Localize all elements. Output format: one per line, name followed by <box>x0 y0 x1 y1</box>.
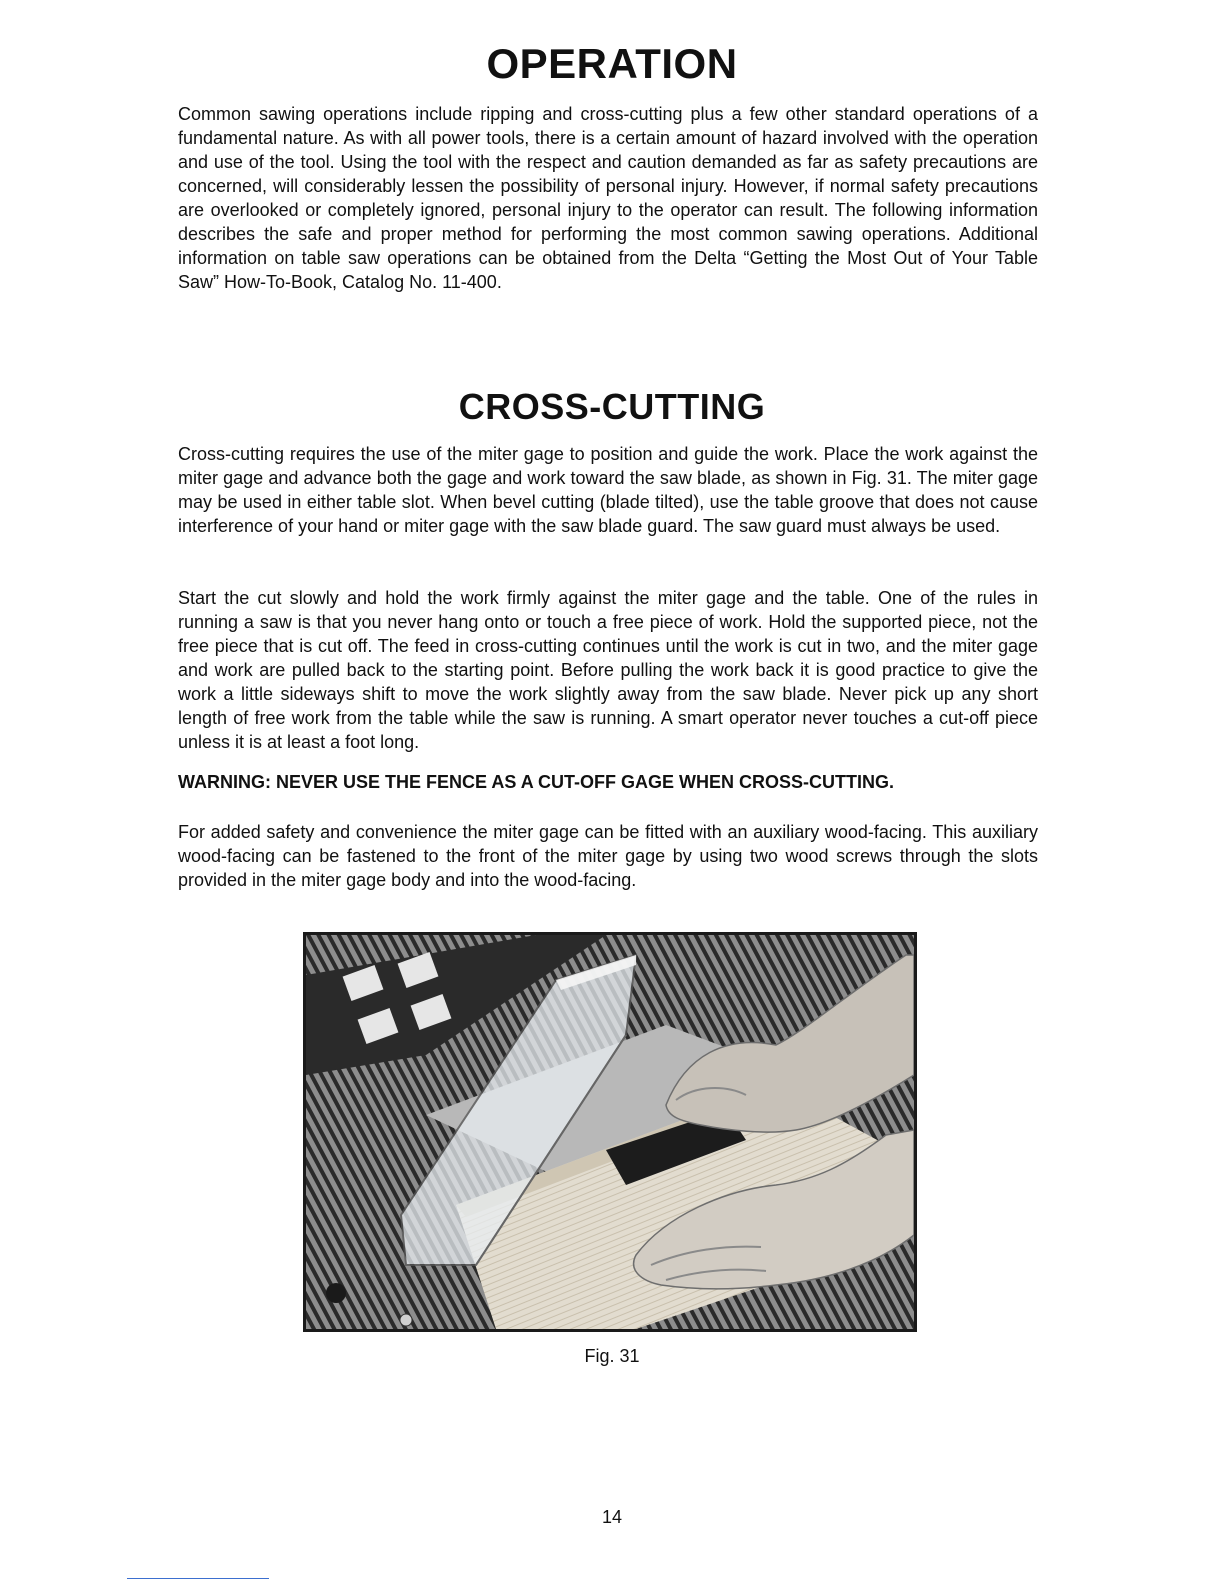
cross-cutting-paragraph-1: Cross-cutting requires the use of the miter gage to position and guide the work. Place the work against the miter gage and advance both the gage and work toward the saw blade, as shown in Fig. 31. The miter gage may be used in either table slot. When bevel cutting (blade tilted), use the table groove that does not cause interference of your hand or miter gage with the saw blade guard. The saw guard must always be used. <box>178 444 1038 536</box>
page-number: 14 <box>601 1507 623 1527</box>
cross-cutting-paragraph-2: Start the cut slowly and hold the work firmly against the miter gage and the table. One of the rules in running a saw is that you never hang onto or touch a free piece of work. Hold the supported piece, not the free piece that is cut off. The feed in cross-cutting continues until the work is cut in two, and the miter gage and work are pulled back to the starting point. Before pulling the work back it is good practice to give the work a little sideways shift to move the work slightly away from the saw blade. Never pick up any short length of free work from the table while the saw is running. A smart operator never touches a cut-off piece unless it is at least a foot long. <box>178 588 1038 752</box>
cross-cutting-warning: WARNING: NEVER USE THE FENCE AS A CUT-OFF GAGE WHEN CROSS-CUTTING. <box>178 772 895 792</box>
figure-31-photo <box>303 932 917 1332</box>
cross-cutting-heading: CROSS-CUTTING <box>458 386 766 427</box>
operation-heading: OPERATION <box>486 40 738 87</box>
operation-paragraph: Common sawing operations include ripping and cross-cutting plus a few other standard operations of a fundamental nature. As with all power tools, there is a certain amount of hazard involved with the operation and use of the tool. Using the tool with the respect and caution demanded as far as safety precautions are concerned, will considerably lessen the possibility of personal injury. However, if normal safety precautions are overlooked or completely ignored, personal injury to the operator can result. The following information describes the safe and proper method for performing the most common sawing operations. Additional information on table saw operations can be obtained from the Delta “Getting the Most Out of Your Table Saw” How-To-Book, Catalog No. 11-400. <box>178 104 1038 292</box>
cross-cutting-paragraph-3: For added safety and convenience the miter gage can be fitted with an auxiliary wood-facing. This auxiliary wood-facing can be fastened to the front of the miter gage by using two wood screws through the slots provided in the miter gage body and into the wood-facing. <box>178 822 1038 890</box>
footer-rule <box>127 1578 269 1579</box>
table-saw-photo-illustration <box>306 935 914 1329</box>
figure-caption: Fig. 31 <box>584 1346 640 1366</box>
